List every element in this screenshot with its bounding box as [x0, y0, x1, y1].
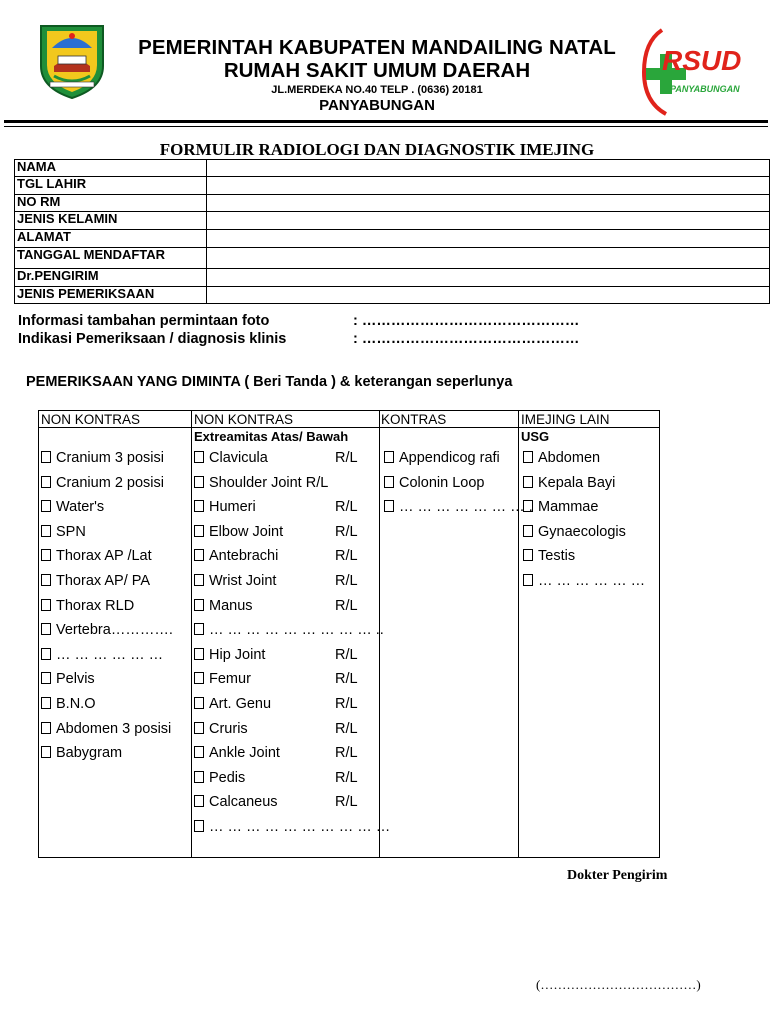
checkbox-icon[interactable]	[194, 795, 204, 807]
item-label: Kepala Bayi	[538, 474, 616, 491]
item-label: Pedis	[209, 769, 246, 786]
checkbox-icon[interactable]	[194, 476, 204, 488]
checkbox-icon[interactable]	[194, 697, 204, 709]
side-rl-label: R/L	[335, 548, 358, 565]
checkbox-icon[interactable]	[194, 574, 204, 586]
item-label: Babygram	[56, 745, 123, 762]
field-label-jenis-pemeriksaan: JENIS PEMERIKSAAN	[15, 287, 207, 304]
side-rl-label: R/L	[335, 745, 358, 762]
info-tambahan	[18, 313, 580, 329]
item-label: Gynaecologis	[538, 523, 626, 540]
col4-item[interactable]	[523, 450, 600, 466]
checkbox-icon[interactable]	[194, 623, 204, 635]
item-label: B.N.O	[56, 696, 96, 712]
form-title: FORMULIR RADIOLOGI DAN DIAGNOSTIK IMEJING	[159, 140, 595, 159]
col3-item[interactable]	[384, 499, 533, 515]
col2-header: NON KONTRAS	[194, 412, 294, 427]
field-label-nama: NAMA	[15, 160, 207, 177]
col1-item[interactable]	[41, 721, 171, 737]
item-label: Femur	[209, 671, 251, 688]
col1-item[interactable]	[41, 548, 152, 564]
rsud-logo-subtext: PANYABUNGAN	[670, 84, 740, 94]
checkbox-icon[interactable]	[194, 722, 204, 734]
item-label: Wrist Joint	[209, 573, 277, 589]
col4-item[interactable]	[523, 573, 645, 589]
item-label: Shoulder Joint R/L	[209, 474, 329, 491]
side-rl-label: R/L	[335, 499, 358, 516]
checkbox-icon[interactable]	[523, 525, 533, 537]
item-label: Clavicula	[209, 450, 268, 466]
col2-item[interactable]	[194, 573, 276, 589]
col2-item[interactable]	[194, 647, 265, 663]
field-value-jenis-pemeriksaan[interactable]	[207, 287, 770, 304]
col2-item[interactable]	[194, 745, 280, 761]
col3-item[interactable]	[384, 475, 484, 491]
checkbox-icon[interactable]	[41, 697, 51, 709]
col1-item[interactable]	[41, 671, 95, 687]
item-label: Ankle Joint	[209, 745, 280, 762]
col3-item[interactable]	[384, 450, 500, 466]
checkbox-icon[interactable]	[194, 525, 204, 537]
col2-item[interactable]	[194, 794, 278, 810]
header-divider-thin	[4, 126, 768, 127]
header-divider-thick	[4, 120, 768, 123]
item-label: Art. Genu	[209, 696, 272, 712]
header-government-name: PEMERINTAH KABUPATEN MANDAILING NATAL	[138, 36, 616, 59]
checkbox-icon[interactable]	[194, 820, 204, 832]
field-label-jenis-kelamin: JENIS KELAMIN	[15, 212, 207, 230]
field-value-nama[interactable]	[207, 160, 770, 177]
patient-identity-table	[14, 159, 770, 304]
column-divider	[191, 411, 192, 857]
info-indikasi	[18, 331, 580, 347]
col1-item[interactable]	[41, 573, 150, 589]
checkbox-icon[interactable]	[41, 599, 51, 611]
field-value-dr-pengirim[interactable]	[207, 269, 770, 287]
col2-item[interactable]	[194, 548, 278, 564]
checkbox-icon[interactable]	[41, 648, 51, 660]
col2-item[interactable]	[194, 696, 271, 712]
checkbox-icon[interactable]	[523, 549, 533, 561]
checkbox-icon[interactable]	[194, 500, 204, 512]
header-address: JL.MERDEKA NO.40 TELP . (0636) 20181	[271, 84, 483, 96]
checkbox-icon[interactable]	[523, 574, 533, 586]
col2-item[interactable]	[194, 524, 283, 540]
col2-subheader: Extreamitas Atas/ Bawah	[194, 429, 349, 444]
item-label: Colonin Loop	[399, 474, 485, 491]
col1-item[interactable]	[41, 475, 164, 491]
col4-header: IMEJING LAIN	[521, 412, 610, 427]
item-label: Cruris	[209, 720, 248, 737]
checkbox-icon[interactable]	[194, 451, 204, 463]
checkbox-icon[interactable]	[41, 525, 51, 537]
col4-subheader: USG	[521, 429, 550, 444]
item-label: Mammae	[538, 499, 599, 516]
checkbox-icon[interactable]	[523, 500, 533, 512]
col1-item[interactable]	[41, 696, 95, 712]
col2-item[interactable]	[194, 819, 390, 835]
side-rl-label: R/L	[335, 794, 358, 811]
item-label: Thorax AP/ PA	[56, 573, 151, 589]
col1-item[interactable]	[41, 622, 173, 638]
col1-header: NON KONTRAS	[41, 412, 141, 427]
field-label-alamat: ALAMAT	[15, 230, 207, 248]
checkbox-icon[interactable]	[194, 549, 204, 561]
col4-item[interactable]	[523, 499, 598, 515]
col1-item[interactable]	[41, 524, 86, 540]
item-label: … … … … … …	[56, 646, 164, 663]
item-label: Abdomen	[538, 450, 601, 466]
header-row-divider	[39, 427, 659, 428]
item-label: Testis	[538, 548, 576, 565]
signature-line[interactable]: (………………………………)	[536, 977, 701, 992]
checkbox-icon[interactable]	[41, 574, 51, 586]
rsud-logo-text: RSUD	[662, 45, 742, 76]
checkbox-icon[interactable]	[523, 476, 533, 488]
col4-item[interactable]	[523, 548, 575, 564]
col2-item[interactable]	[194, 622, 384, 638]
checkbox-icon[interactable]	[41, 746, 51, 758]
item-label: Abdomen 3 posisi	[56, 720, 172, 737]
checkbox-icon[interactable]	[194, 771, 204, 783]
header-city: PANYABUNGAN	[319, 97, 435, 114]
checkbox-icon[interactable]	[384, 500, 394, 512]
item-label: Cranium 3 posisi	[56, 450, 164, 466]
checkbox-icon[interactable]	[523, 451, 533, 463]
checkbox-icon[interactable]	[41, 451, 51, 463]
checkbox-icon[interactable]	[194, 599, 204, 611]
item-label: Thorax AP /Lat	[56, 548, 152, 565]
dokter-pengirim-label: Dokter Pengirim	[567, 868, 668, 883]
col2-item[interactable]	[194, 770, 245, 786]
item-label: Hip Joint	[209, 646, 266, 663]
side-rl-label: R/L	[335, 646, 358, 663]
checkbox-icon[interactable]	[41, 672, 51, 684]
field-value-alamat[interactable]	[207, 230, 770, 248]
col4-item[interactable]	[523, 475, 615, 491]
field-value-jenis-kelamin[interactable]	[207, 212, 770, 230]
col1-item[interactable]	[41, 450, 164, 466]
item-label: Vertebra………….	[56, 622, 173, 639]
col2-item[interactable]	[194, 499, 256, 515]
checkbox-icon[interactable]	[384, 476, 394, 488]
column-divider	[518, 411, 519, 857]
item-label: Cranium 2 posisi	[56, 474, 164, 491]
checkbox-icon[interactable]	[41, 722, 51, 734]
col2-item[interactable]	[194, 475, 328, 491]
item-label: Calcaneus	[209, 794, 278, 811]
checkbox-icon[interactable]	[384, 451, 394, 463]
item-label: … … … … … … … … … ..	[209, 622, 384, 639]
side-rl-label: R/L	[335, 671, 358, 688]
field-value-tgl-lahir[interactable]	[207, 177, 770, 195]
info-tambahan-value[interactable]: : ………………………………………	[353, 313, 580, 329]
side-rl-label: R/L	[335, 450, 358, 466]
checkbox-icon[interactable]	[194, 746, 204, 758]
col2-item[interactable]	[194, 598, 253, 614]
col1-item[interactable]	[41, 499, 104, 515]
checkbox-icon[interactable]	[41, 623, 51, 635]
col1-item[interactable]	[41, 647, 163, 663]
item-label: Pelvis	[56, 671, 95, 688]
item-label: … … … … … … … .	[399, 499, 533, 516]
item-label: SPN	[56, 523, 86, 540]
side-rl-label: R/L	[335, 720, 358, 737]
item-label: Elbow Joint	[209, 523, 284, 540]
side-rl-label: R/L	[335, 523, 358, 540]
header-hospital-name: RUMAH SAKIT UMUM DAERAH	[223, 59, 531, 82]
item-label: Thorax RLD	[56, 597, 135, 614]
field-value-tanggal-mendaftar[interactable]	[207, 248, 770, 269]
item-label: Water's	[56, 499, 105, 516]
checkbox-icon[interactable]	[41, 476, 51, 488]
checkbox-icon[interactable]	[194, 648, 204, 660]
exam-request-table	[38, 410, 660, 858]
item-label: … … … … … … … … … …	[209, 819, 391, 835]
item-label: Antebrachi	[209, 548, 279, 565]
info-indikasi-label: Indikasi Pemeriksaan / diagnosis klinis	[18, 331, 287, 347]
info-indikasi-value[interactable]: : ………………………………………	[353, 331, 580, 347]
col3-header: KONTRAS	[381, 412, 447, 427]
rsud-logo	[640, 22, 742, 118]
side-rl-label: R/L	[335, 597, 358, 614]
item-label: Appendicog rafi	[399, 450, 500, 466]
side-rl-label: R/L	[335, 769, 358, 786]
checkbox-icon[interactable]	[41, 500, 51, 512]
col1-item[interactable]	[41, 745, 122, 761]
section-title: PEMERIKSAAN YANG DIMINTA ( Beri Tanda ) & keterangan seperlunya	[26, 374, 513, 390]
checkbox-icon[interactable]	[194, 672, 204, 684]
field-value-no-rm[interactable]	[207, 195, 770, 212]
info-tambahan-label: Informasi tambahan permintaan foto	[18, 313, 270, 329]
item-label: Manus	[209, 597, 253, 614]
side-rl-label: R/L	[335, 573, 358, 589]
item-label: Humeri	[209, 499, 256, 516]
col2-item[interactable]	[194, 721, 248, 737]
checkbox-icon[interactable]	[41, 549, 51, 561]
field-label-tanggal-mendaftar: TANGGAL MENDAFTAR	[15, 248, 207, 269]
item-label: … … … … … …	[538, 573, 646, 589]
field-label-no-rm: NO RM	[15, 195, 207, 212]
regency-emblem-logo	[38, 22, 106, 100]
col1-item[interactable]	[41, 598, 134, 614]
field-label-dr-pengirim: Dr.PENGIRIM	[15, 269, 207, 287]
col2-item[interactable]	[194, 671, 251, 687]
side-rl-label: R/L	[335, 696, 358, 712]
col4-item[interactable]	[523, 524, 626, 540]
col2-item[interactable]	[194, 450, 268, 466]
field-label-tgl-lahir: TGL LAHIR	[15, 177, 207, 195]
